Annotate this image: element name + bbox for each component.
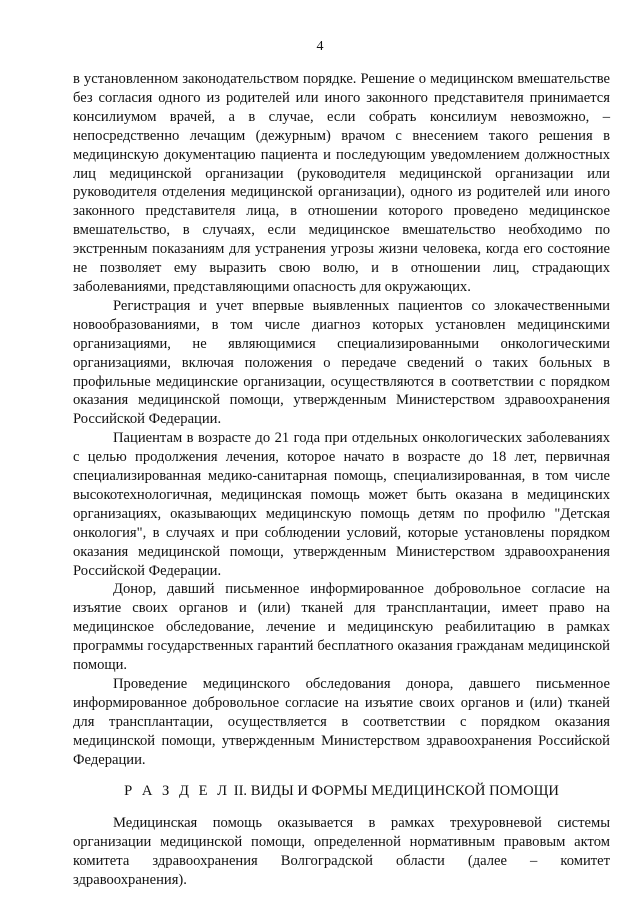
- body-paragraph-pediatric-oncology: Пациентам в возрасте до 21 года при отдельных онкологических заболеваниях с целью продолжения лечения, которое начато в возрасте до 18 лет, первичная специализированная медико-санитарная помощь, специализированная, в том числе высокотехнологичная, медицинская помощь может быть оказана в медицинских организациях, оказывающих медицинскую помощь детям по профилю "Детская онкология", в случаях и при соблюдении условий, которые установлены порядком оказания медицинской помощи, утвержденным Министерством здравоохранения Российской Федерации.: [73, 430, 610, 579]
- page-number: 4: [316, 39, 324, 54]
- body-paragraph-donor-rights: Донор, давший письменное информированное добровольное согласие на изъятие своих органов и (или) тканей для трансплантации, имеет право на медицинское обследование, лечение и медицинскую реабилитацию в рамках программы государственных гарантий бесплатного оказания гражданам медицинской помощи.: [73, 581, 610, 674]
- document-body: [73, 70, 610, 890]
- body-paragraph-donor-examination: Проведение медицинского обследования донора, давшего письменное информированное добровольное согласие на изъятие своих органов и (или) тканей для трансплантации, осуществляется в соответствии с порядком оказания медицинской помощи, утвержденным Министерством здравоохранения Российской Федерации.: [73, 676, 610, 768]
- section-heading-prefix: Р А З Д Е Л: [124, 782, 231, 799]
- body-paragraph-three-level-system: Медицинская помощь оказывается в рамках трехуровневой системы организации медицинской помощи, определенной нормативным правовым актом комитета здравоохранения Волгоградской области (далее – комитет здравоохранения).: [73, 815, 610, 889]
- body-paragraph-continuation: в установленном законодательством порядке. Решение о медицинском вмешательстве без согласия одного из родителей или иного законного представителя принимается консилиумом врачей, а в случае, если собрать консилиум невозможно, – непосредственно лечащим (дежурным) врачом с внесением такого решения в медицинскую документацию пациента и последующим уведомлением должностных лиц медицинской организации (руководителя медицинской организации или руководителя отделения медицинской организации), одного из родителей или иного законного представителя лица, в отношении которого проведено медицинское вмешательство, в случаях, если медицинское вмешательство необходимо по экстренным показаниям для устранения угрозы жизни человека, когда его состояние не позволяет ему выразить свою волю, и в отношении лиц, страдающих заболеваниями, представляющими опасность для окружающих.: [73, 71, 610, 295]
- section-heading-title: II. ВИДЫ И ФОРМЫ МЕДИЦИНСКОЙ ПОМОЩИ: [230, 782, 559, 799]
- section-heading: [73, 782, 610, 801]
- body-paragraph-cancer-registration: Регистрация и учет впервые выявленных пациентов со злокачественными новообразованиями, в том числе диагноз которых установлен медицинскими организациями, не являющимися специализированными онкологическими организациями, включая положения о передаче сведений о таких больных в профильные медицинские организации, осуществляются в соответствии с порядком оказания медицинской помощи, утвержденным Министерством здравоохранения Российской Федерации.: [73, 297, 610, 428]
